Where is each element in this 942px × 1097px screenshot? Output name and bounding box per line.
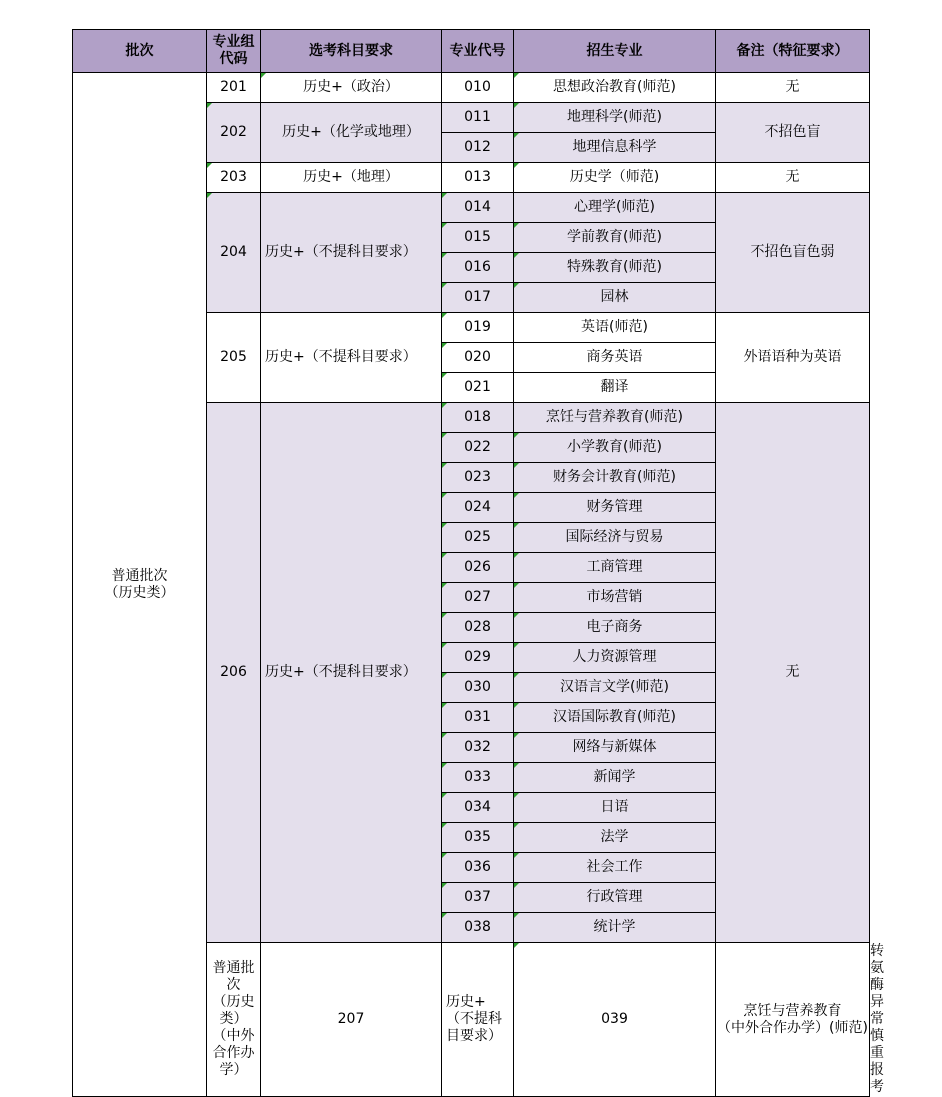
major-code-cell: 020 (442, 343, 514, 373)
major-code-cell: 035 (442, 823, 514, 853)
major-cell: 行政管理 (514, 883, 716, 913)
major-cell: 心理学(师范) (514, 193, 716, 223)
major-code-cell: 019 (442, 313, 514, 343)
major-code-cell: 012 (442, 133, 514, 163)
major-cell: 地理信息科学 (514, 133, 716, 163)
major-cell: 社会工作 (514, 853, 716, 883)
major-cell: 日语 (514, 793, 716, 823)
major-code-cell: 028 (442, 613, 514, 643)
major-cell: 市场营销 (514, 583, 716, 613)
major-code-cell: 021 (442, 373, 514, 403)
group-code-cell: 201 (207, 73, 261, 103)
major-code-cell: 030 (442, 673, 514, 703)
major-code-cell: 018 (442, 403, 514, 433)
major-code-cell: 037 (442, 883, 514, 913)
major-cell: 思想政治教育(师范) (514, 73, 716, 103)
major-cell: 统计学 (514, 913, 716, 943)
group-code-cell: 207 (261, 943, 442, 1097)
major-cell: 财务会计教育(师范) (514, 463, 716, 493)
notes-cell: 不招色盲 (716, 103, 870, 163)
group-code-cell: 205 (207, 313, 261, 403)
major-code-cell: 026 (442, 553, 514, 583)
batch-cell: 普通批次 （历史类） (73, 73, 207, 1097)
group-code-cell: 203 (207, 163, 261, 193)
major-cell: 电子商务 (514, 613, 716, 643)
subject-requirement-cell: 历史+（不提科目要求） (261, 193, 442, 313)
header-major-code: 专业代号 (442, 30, 514, 73)
major-code-cell: 014 (442, 193, 514, 223)
major-code-cell: 027 (442, 583, 514, 613)
major-code-cell: 013 (442, 163, 514, 193)
header-batch: 批次 (73, 30, 207, 73)
major-cell: 烹饪与营养教育(师范) (514, 403, 716, 433)
major-cell: 国际经济与贸易 (514, 523, 716, 553)
major-code-cell: 010 (442, 73, 514, 103)
admissions-table (72, 29, 884, 1097)
major-code-cell: 033 (442, 763, 514, 793)
notes-cell: 不招色盲色弱 (716, 193, 870, 313)
table-row: 普通批次 （历史类） （中外合作办学） 207 历史+（不提科目要求） 039 烹饪与营养教育 （中外合作办学）(师范) 转氨酶异常慎重报考 (73, 943, 870, 1097)
table-row (73, 73, 870, 103)
header-major: 招生专业 (514, 30, 716, 73)
header-row (73, 30, 870, 73)
major-code-cell: 017 (442, 283, 514, 313)
major-cell: 英语(师范) (514, 313, 716, 343)
major-cell: 翻译 (514, 373, 716, 403)
notes-cell: 无 (716, 403, 870, 943)
major-cell: 财务管理 (514, 493, 716, 523)
major-code-cell: 036 (442, 853, 514, 883)
major-cell: 小学教育(师范) (514, 433, 716, 463)
subject-requirement-cell: 历史+（不提科目要求） (261, 313, 442, 403)
major-cell: 特殊教育(师范) (514, 253, 716, 283)
major-code-cell: 032 (442, 733, 514, 763)
major-cell: 工商管理 (514, 553, 716, 583)
group-code-cell: 204 (207, 193, 261, 313)
major-code-cell: 016 (442, 253, 514, 283)
major-code-cell: 023 (442, 463, 514, 493)
major-code-cell: 031 (442, 703, 514, 733)
subject-requirement-cell: 历史+（政治） (261, 73, 442, 103)
batch-cell: 普通批次 （历史类） （中外合作办学） (207, 943, 261, 1097)
group-code-cell: 202 (207, 103, 261, 163)
major-code-cell: 034 (442, 793, 514, 823)
major-cell: 烹饪与营养教育 （中外合作办学）(师范) (716, 943, 870, 1097)
header-group-code: 专业组 代码 (207, 30, 261, 73)
major-code-cell: 038 (442, 913, 514, 943)
major-cell: 历史学（师范) (514, 163, 716, 193)
major-code-cell: 011 (442, 103, 514, 133)
major-cell: 商务英语 (514, 343, 716, 373)
major-cell: 汉语国际教育(师范) (514, 703, 716, 733)
major-code-cell: 024 (442, 493, 514, 523)
header-subject-requirement: 选考科目要求 (261, 30, 442, 73)
major-cell: 汉语言文学(师范) (514, 673, 716, 703)
subject-requirement-cell: 历史+（不提科目要求） (442, 943, 514, 1097)
major-cell: 园林 (514, 283, 716, 313)
major-cell: 网络与新媒体 (514, 733, 716, 763)
notes-cell: 无 (716, 73, 870, 103)
major-code-cell: 015 (442, 223, 514, 253)
major-cell: 学前教育(师范) (514, 223, 716, 253)
notes-cell: 外语语种为英语 (716, 313, 870, 403)
group-code-cell: 206 (207, 403, 261, 943)
notes-cell: 无 (716, 163, 870, 193)
major-cell: 人力资源管理 (514, 643, 716, 673)
major-code-cell: 039 (514, 943, 716, 1097)
major-cell: 地理科学(师范) (514, 103, 716, 133)
subject-requirement-cell: 历史+（地理） (261, 163, 442, 193)
major-code-cell: 025 (442, 523, 514, 553)
major-cell: 法学 (514, 823, 716, 853)
header-notes: 备注（特征要求） (716, 30, 870, 73)
major-code-cell: 029 (442, 643, 514, 673)
subject-requirement-cell: 历史+（化学或地理） (261, 103, 442, 163)
major-cell: 新闻学 (514, 763, 716, 793)
major-code-cell: 022 (442, 433, 514, 463)
subject-requirement-cell: 历史+（不提科目要求） (261, 403, 442, 943)
